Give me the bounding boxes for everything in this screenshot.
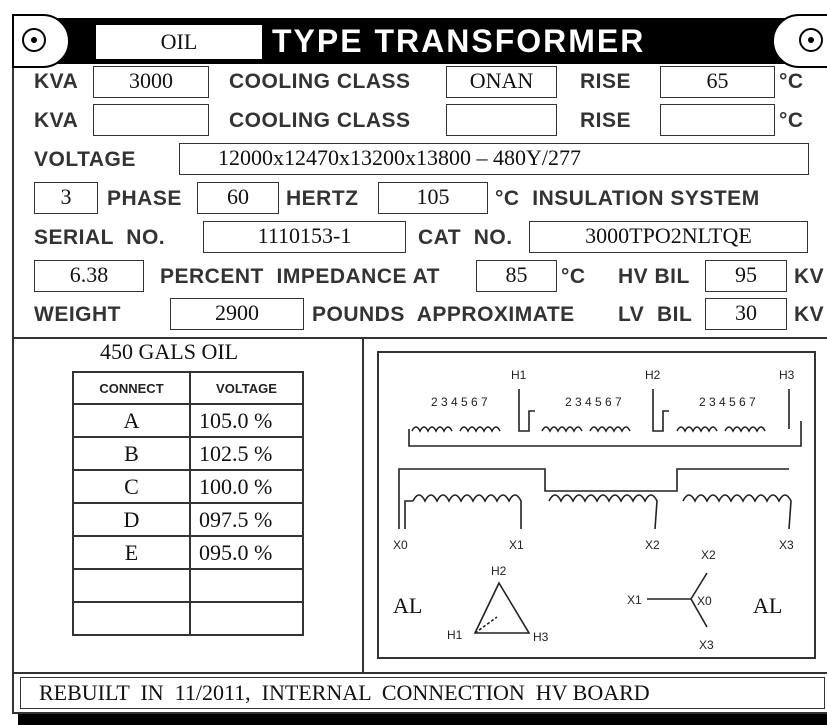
al-right: AL xyxy=(753,593,783,618)
cooling-class-label-1: COOLING CLASS xyxy=(229,70,411,93)
wiring-diagram xyxy=(377,351,817,661)
rise-value-2 xyxy=(660,104,775,136)
header-title: TYPE TRANSFORMER xyxy=(272,23,646,59)
table-row xyxy=(73,470,303,503)
wye-x2: X2 xyxy=(701,548,716,562)
connect-cell xyxy=(73,569,190,602)
footer-note: REBUILT IN 11/2011, INTERNAL CONNECTION HV BOARD xyxy=(20,677,825,709)
al-left: AL xyxy=(393,593,423,618)
kva-value-1: 3000 xyxy=(93,66,209,98)
voltage-cell: 095.0 % xyxy=(190,536,303,569)
cat-label: CAT NO. xyxy=(418,226,513,249)
rise-label-1: RISE xyxy=(580,70,632,93)
voltage-cell: 102.5 % xyxy=(190,437,303,470)
table-row xyxy=(73,536,303,569)
connect-table xyxy=(72,371,304,636)
diagram-x3: X3 xyxy=(779,538,794,552)
hv-bil-value: 95 xyxy=(705,260,787,292)
diagram-taps-2: 2 3 4 5 6 7 xyxy=(565,395,622,409)
voltage-cell xyxy=(190,602,303,635)
lv-bil-value: 30 xyxy=(705,298,787,330)
connect-cell: E xyxy=(73,536,190,569)
cooling-class-label-2: COOLING CLASS xyxy=(229,109,411,132)
table-header-row xyxy=(73,372,303,404)
cat-value: 3000TPO2NLTQE xyxy=(529,221,808,253)
diagram-x0: X0 xyxy=(393,538,408,552)
impedance-value: 6.38 xyxy=(34,260,144,292)
rise-value-1: 65 xyxy=(660,66,775,98)
serial-value: 1110153-1 xyxy=(203,221,406,253)
hv-bil-kv: KV xyxy=(794,265,825,288)
impedance-label: PERCENT IMPEDANCE AT xyxy=(160,265,441,288)
wye-x0: X0 xyxy=(697,594,712,608)
phase-label: PHASE xyxy=(107,187,182,210)
diagram-x1: X1 xyxy=(509,538,524,552)
connect-header: CONNECT xyxy=(73,372,190,404)
impedance-temp-unit: °C xyxy=(561,265,586,288)
impedance-temp-value: 85 xyxy=(476,260,557,292)
insulation-value: 105 xyxy=(378,182,488,214)
diagram-taps-1: 2 3 4 5 6 7 xyxy=(431,395,488,409)
rise-unit-2: °C xyxy=(779,109,804,132)
table-row xyxy=(73,437,303,470)
diagram-taps-3: 2 3 4 5 6 7 xyxy=(699,395,756,409)
delta-h1: H1 xyxy=(447,628,463,642)
hv-bil-label: HV BIL xyxy=(618,265,690,288)
kva-label-2: KVA xyxy=(34,109,79,132)
voltage-label: VOLTAGE xyxy=(34,148,136,171)
voltage-value: 12000x12470x13200x13800 – 480Y/277 xyxy=(179,143,809,175)
voltage-header: VOLTAGE xyxy=(190,372,303,404)
oil-volume: 450 GALS OIL xyxy=(100,339,239,364)
pounds-label: POUNDS APPROXIMATE xyxy=(312,303,575,326)
hertz-label: HERTZ xyxy=(286,187,359,210)
diagram-h3: H3 xyxy=(779,368,795,382)
diagram-x2: X2 xyxy=(645,538,660,552)
table-row xyxy=(73,602,303,635)
rise-unit-1: °C xyxy=(779,70,804,93)
weight-label: WEIGHT xyxy=(34,303,121,326)
connect-cell xyxy=(73,602,190,635)
oil-type-box: OIL xyxy=(96,25,262,59)
hertz-value: 60 xyxy=(197,182,279,214)
rise-label-2: RISE xyxy=(580,109,632,132)
voltage-cell: 097.5 % xyxy=(190,503,303,536)
delta-h2: H2 xyxy=(491,564,507,578)
voltage-cell: 100.0 % xyxy=(190,470,303,503)
delta-h3: H3 xyxy=(533,630,549,644)
wye-x3: X3 xyxy=(699,638,714,652)
connect-cell: A xyxy=(73,404,190,437)
kva-value-2 xyxy=(93,104,209,136)
table-row xyxy=(73,503,303,536)
footer-divider xyxy=(12,672,827,674)
voltage-cell xyxy=(190,569,303,602)
right-screw-icon xyxy=(799,28,823,52)
cooling-class-value-2 xyxy=(446,104,557,136)
lv-bil-label: LV BIL xyxy=(618,303,693,326)
voltage-cell: 105.0 % xyxy=(190,404,303,437)
left-screw-icon xyxy=(22,28,46,52)
diagram-h2: H2 xyxy=(645,368,661,382)
weight-value: 2900 xyxy=(170,298,304,330)
kva-label-1: KVA xyxy=(34,70,79,93)
table-row xyxy=(73,404,303,437)
insulation-label: °C INSULATION SYSTEM xyxy=(495,187,760,210)
phase-value: 3 xyxy=(34,182,98,214)
bottom-bar xyxy=(18,714,827,725)
connect-cell: C xyxy=(73,470,190,503)
table-row xyxy=(73,569,303,602)
column-divider xyxy=(362,337,364,674)
connect-cell: B xyxy=(73,437,190,470)
wye-x1: X1 xyxy=(627,593,642,607)
connect-cell: D xyxy=(73,503,190,536)
cooling-class-value-1: ONAN xyxy=(446,66,557,98)
diagram-h1: H1 xyxy=(511,368,527,382)
lv-bil-kv: KV xyxy=(794,303,825,326)
serial-label: SERIAL NO. xyxy=(34,226,166,249)
